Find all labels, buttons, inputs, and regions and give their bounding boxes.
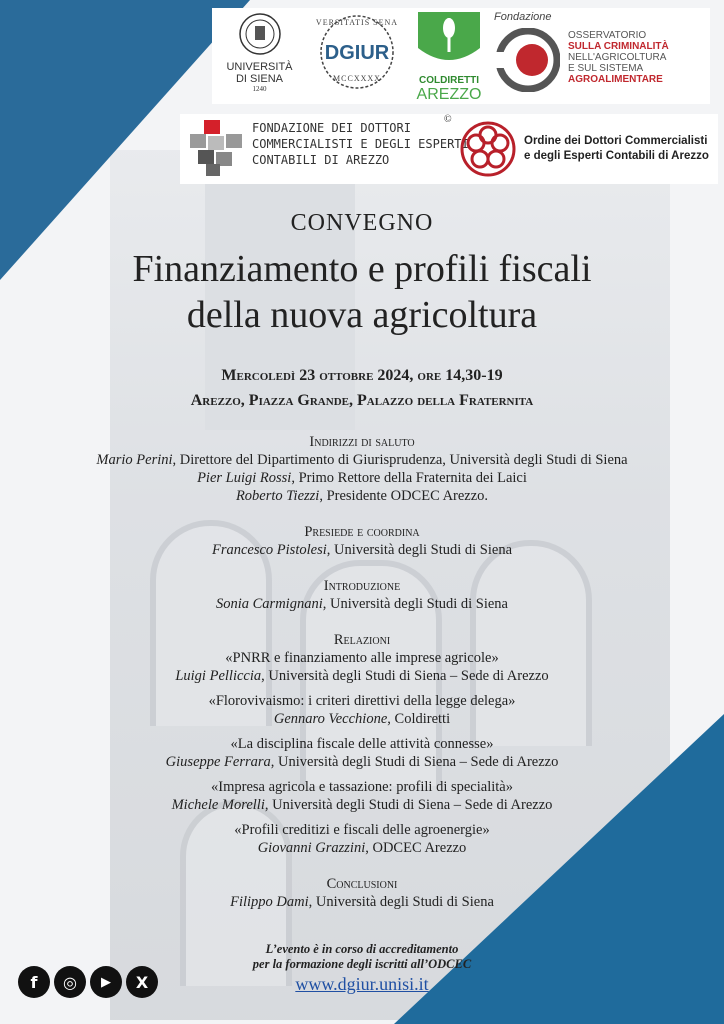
presiede-heading: Presiede e coordina — [304, 524, 420, 540]
talk-title: «Florovivaismo: i criteri direttivi della legge delega» — [208, 693, 516, 709]
presiede-person — [0, 541, 724, 559]
osservatorio-emblem-icon — [496, 28, 560, 92]
fondazione-text — [252, 120, 469, 168]
osservatorio-logo — [488, 8, 710, 104]
saluti-person — [0, 469, 724, 487]
unisi-name-line2: DI SIENA — [235, 73, 284, 85]
talk — [0, 692, 724, 728]
event-type: CONVEGNO — [290, 210, 434, 236]
saluti-heading: Indirizzi di saluto — [309, 434, 415, 450]
fondazione-line1: FONDAZIONE DEI DOTTORI — [252, 121, 411, 135]
osservatorio-text — [568, 30, 669, 85]
osservatorio-fondazione: Fondazione — [494, 11, 552, 23]
speaker-name: Pier Luigi Rossi — [197, 470, 292, 486]
unisi-name-line1: UNIVERSITÀ — [226, 61, 293, 73]
speaker-role: , Direttore del Dipartimento di Giurisprudenza, Università degli Studi di Siena — [172, 452, 628, 468]
instagram-icon[interactable]: ◎ — [54, 966, 86, 998]
speaker-name: Michele Morelli — [171, 797, 265, 813]
program — [0, 433, 724, 911]
facebook-icon[interactable]: f — [18, 966, 50, 998]
saluti-person — [0, 487, 724, 505]
speaker-role: , Università degli Studi di Siena — [322, 596, 508, 612]
coldiretti-name: COLDIRETTI — [419, 75, 479, 86]
talk — [0, 735, 724, 771]
odcec-line2: e degli Esperti Contabili di Arezzo — [524, 150, 709, 162]
osservatorio-line5: AGROALIMENTARE — [568, 74, 663, 85]
logo-strip-top — [212, 8, 710, 104]
event-title-line2: della nuova agricoltura — [186, 294, 538, 336]
osservatorio-line2: SULLA CRIMINALITÀ — [568, 41, 669, 52]
fondazione-puzzle-icon — [184, 118, 250, 180]
talk — [0, 821, 724, 857]
dgiur-ring-text: VERSITATIS SENA — [315, 18, 399, 27]
talk — [0, 649, 724, 685]
coldiretti-emblem-icon — [414, 8, 484, 70]
social-links — [18, 966, 158, 998]
speaker-role: , Università degli Studi di Siena – Sede di Arezzo — [264, 797, 553, 813]
speaker-name: Luigi Pelliccia — [175, 668, 262, 684]
introduzione-person — [0, 595, 724, 613]
osservatorio-line3: NELL'AGRICOLTURA — [568, 52, 667, 63]
unisi-year: 1240 — [252, 85, 267, 93]
youtube-icon[interactable]: ▶ — [90, 966, 122, 998]
talk-title: «Profili creditizi e fiscali delle agroenergie» — [234, 822, 490, 838]
fondazione-line2: COMMERCIALISTI E DEGLI ESPERTI — [252, 137, 469, 151]
speaker-name: Sonia Carmignani — [215, 596, 323, 612]
talk-title: «La disciplina fiscale delle attività connesse» — [230, 736, 494, 752]
saluti-person — [0, 451, 724, 469]
speaker-name: Gennaro Vecchione — [273, 711, 388, 727]
accreditation-line2: per la formazione degli iscritti all’ODCEC — [252, 957, 472, 971]
speaker-name: Francesco Pistolesi — [211, 542, 327, 558]
conclusioni-person — [0, 893, 724, 911]
unisi-logo — [212, 12, 307, 93]
unisi-seal-icon — [238, 12, 282, 56]
accreditation-line1: L’evento è in corso di accreditamento — [265, 942, 459, 956]
event-location: Arezzo, Piazza Grande, Palazzo della Fraternita — [190, 392, 534, 409]
event-title — [0, 246, 724, 338]
odcec-text — [524, 134, 709, 164]
introduzione-heading: Introduzione — [323, 578, 401, 594]
speaker-role: , Primo Rettore della Fraternita dei Laici — [291, 470, 527, 486]
event-title-line1: Finanziamento e profili fiscali — [132, 248, 592, 290]
dgiur-roman: MCCXXXX — [333, 74, 381, 83]
speaker-role: , Università degli Studi di Siena — [326, 542, 513, 558]
coldiretti-city: AREZZO — [416, 86, 482, 103]
dgiur-logo — [308, 12, 406, 100]
speaker-name: Giovanni Grazzini — [257, 840, 366, 856]
dgiur-wordmark: DGIUR — [324, 42, 390, 64]
fondazione-line3: CONTABILI DI AREZZO — [252, 153, 390, 167]
speaker-name: Filippo Dami — [230, 894, 309, 910]
speaker-name: Roberto Tiezzi — [235, 488, 320, 504]
speaker-role: , Presidente ODCEC Arezzo. — [319, 488, 489, 504]
odcec-line1: Ordine dei Dottori Commercialisti — [524, 135, 708, 147]
event-date: Mercoledì 23 ottobre 2024, ore 14,30-19 — [221, 367, 503, 384]
talk — [0, 778, 724, 814]
speaker-role: , Coldiretti — [387, 711, 451, 727]
talk-title: «PNRR e finanziamento alle imprese agricole» — [225, 650, 499, 666]
fondazione-mark: © — [444, 114, 452, 125]
speaker-role: , Università degli Studi di Siena — [308, 894, 494, 910]
osservatorio-line1: OSSERVATORIO — [568, 30, 647, 41]
osservatorio-line4: E SUL SISTEMA — [568, 63, 644, 74]
odcec-emblem-icon — [456, 117, 520, 181]
talk-title: «Impresa agricola e tassazione: profili di specialità» — [211, 779, 513, 795]
speaker-role: , Università degli Studi di Siena – Sede di Arezzo — [261, 668, 549, 684]
relazioni-heading: Relazioni — [333, 632, 391, 648]
speaker-role: , Università degli Studi di Siena – Sede di Arezzo — [270, 754, 559, 770]
coldiretti-logo — [412, 8, 486, 103]
logo-strip-bottom — [180, 114, 718, 184]
website-link[interactable]: www.dgiur.unisi.it — [295, 974, 429, 994]
x-icon[interactable]: X — [126, 966, 158, 998]
speaker-name: Giuseppe Ferrara — [165, 754, 271, 770]
conclusioni-heading: Conclusioni — [326, 876, 398, 892]
speaker-name: Mario Perini — [96, 452, 173, 468]
speaker-role: , ODCEC Arezzo — [365, 840, 467, 856]
